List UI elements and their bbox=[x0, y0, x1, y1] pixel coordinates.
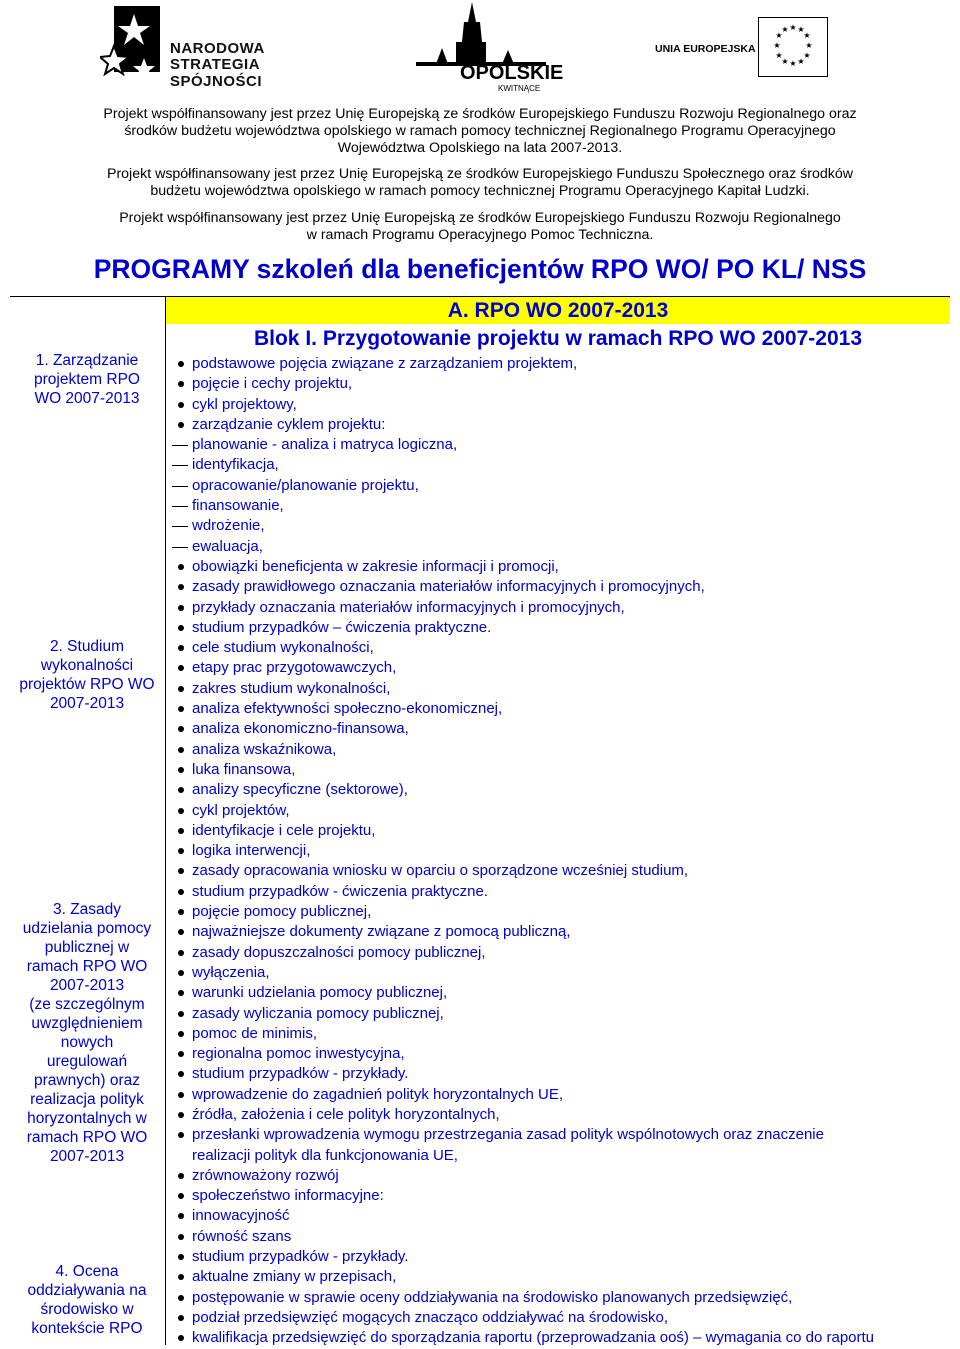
list-item: przykłady oznaczania materiałów informacyjnych i promocyjnych, bbox=[166, 598, 950, 618]
topic-line: realizacja polityk bbox=[30, 1091, 144, 1108]
funding-line: Województwa Opolskiego na lata 2007-2013. bbox=[337, 140, 623, 156]
list-item: luka finansowa, bbox=[166, 760, 950, 780]
list-item: podział przedsięwzięć mogących znacząco oddziaływać na środowisko, bbox=[166, 1308, 950, 1328]
list-item: postępowanie w sprawie oceny oddziaływania na środowisko planowanych przedsięwzięć, bbox=[166, 1288, 950, 1308]
topic-4 bbox=[10, 1262, 164, 1338]
svg-text:★: ★ bbox=[775, 51, 783, 60]
list-item: obowiązki beneficjenta w zakresie informacji i promocji, bbox=[166, 557, 950, 577]
opolskie-logo bbox=[390, 2, 580, 98]
funding-note-erdf bbox=[0, 106, 960, 157]
eu-label: UNIA EUROPEJSKA bbox=[655, 43, 756, 55]
list-item: cykl projektowy, bbox=[166, 395, 950, 415]
topic-line: 3. Zasady bbox=[52, 901, 122, 918]
list-item: zasady opracowania wniosku w oparciu o sporządzone wcześniej studium, bbox=[166, 861, 950, 881]
sub-list-item: ewaluacja, bbox=[166, 537, 950, 557]
list-item: pomoc de minimis, bbox=[166, 1024, 950, 1044]
svg-text:★: ★ bbox=[803, 31, 811, 40]
list-item: wprowadzenie do zagadnień polityk horyzontalnych UE, bbox=[166, 1085, 950, 1105]
narodowa-strategia-logo bbox=[100, 6, 340, 92]
topic-line: (ze szczególnym bbox=[29, 996, 145, 1013]
funding-line: Projekt współfinansowany jest przez Unię Europejską ze środków Europejskiego Funduszu Rozwoju Regionalnego oraz bbox=[103, 106, 857, 122]
topic-line: wykonalności bbox=[40, 657, 134, 674]
list-item: pojęcie pomocy publicznej, bbox=[166, 902, 950, 922]
logo-text-line1: NARODOWA bbox=[170, 40, 265, 57]
svg-text:★: ★ bbox=[797, 25, 805, 34]
topic-line: uregulowań bbox=[46, 1053, 128, 1070]
list-item: zasady prawidłowego oznaczania materiałów informacyjnych i promocyjnych, bbox=[166, 577, 950, 597]
topic-line: uwzględnieniem bbox=[31, 1015, 143, 1032]
topic-line: 2007-2013 bbox=[49, 1148, 125, 1165]
list-item: studium przypadków – ćwiczenia praktyczne. bbox=[166, 618, 950, 638]
sub-list-item: opracowanie/planowanie projektu, bbox=[166, 476, 950, 496]
list-item: najważniejsze dokumenty związane z pomocą publiczną, bbox=[166, 922, 950, 942]
list-item: podstawowe pojęcia związane z zarządzaniem projektem, bbox=[166, 354, 950, 374]
topic-line: ramach RPO WO bbox=[26, 1129, 148, 1146]
logo-bar bbox=[0, 0, 960, 100]
funding-line: Projekt współfinansowany jest przez Unię Europejską ze środków Europejskiego Funduszu Społecznego oraz środków bbox=[106, 166, 854, 182]
list-item: równość szans bbox=[166, 1227, 950, 1247]
topic-1 bbox=[10, 351, 164, 408]
list-item: analiza ekonomiczno-finansowa, bbox=[166, 719, 950, 739]
list-item: analiza wskaźnikowa, bbox=[166, 740, 950, 760]
topic-line: 2007-2013 bbox=[49, 977, 125, 994]
funding-line: w ramach Programu Operacyjnego Pomoc Techniczna. bbox=[306, 227, 654, 243]
funding-note-esf bbox=[0, 166, 960, 200]
svg-text:★: ★ bbox=[797, 57, 805, 66]
svg-text:★: ★ bbox=[789, 59, 797, 68]
eu-flag-icon bbox=[758, 17, 828, 77]
topic-line: WO 2007-2013 bbox=[34, 390, 140, 407]
topic-line: publicznej w bbox=[44, 939, 130, 956]
list-item: społeczeństwo informacyjne: bbox=[166, 1186, 950, 1206]
section-heading: A. RPO WO 2007-2013 bbox=[166, 297, 950, 324]
topic-line: kontekście RPO bbox=[31, 1320, 143, 1337]
svg-text:★: ★ bbox=[773, 41, 781, 50]
logo-subword: KWITNĄCE bbox=[498, 84, 541, 93]
topic-line: projektów RPO WO bbox=[19, 676, 155, 693]
funding-line: Projekt współfinansowany jest przez Unię Europejską ze środków Europejskiego Funduszu Rozwoju Regionalnego bbox=[119, 210, 841, 226]
list-item: etapy prac przygotowawczych, bbox=[166, 658, 950, 678]
logo-text-line2: STRATEGIA SPÓJNOŚCI bbox=[170, 56, 263, 90]
list-item: pojęcie i cechy projektu, bbox=[166, 374, 950, 394]
list-item: identyfikacje i cele projektu, bbox=[166, 821, 950, 841]
topic-item-list bbox=[166, 354, 950, 1349]
list-item: innowacyjność bbox=[166, 1206, 950, 1226]
topic-line: 2007-2013 bbox=[49, 695, 125, 712]
list-item: cykl projektów, bbox=[166, 801, 950, 821]
sub-list-item: planowanie - analiza i matryca logiczna, bbox=[166, 435, 950, 455]
list-item: zasady dopuszczalności pomocy publicznej, bbox=[166, 943, 950, 963]
svg-text:★: ★ bbox=[789, 23, 797, 32]
topic-line: 4. Ocena bbox=[55, 1263, 119, 1280]
sub-list-item: wdrożenie, bbox=[166, 516, 950, 536]
block-heading: Blok I. Przygotowanie projektu w ramach RPO WO 2007-2013 bbox=[253, 327, 862, 350]
svg-text:★: ★ bbox=[803, 51, 811, 60]
list-item: cele studium wykonalności, bbox=[166, 638, 950, 658]
list-item: logika interwencji, bbox=[166, 841, 950, 861]
logo-word: OPOLSKIE bbox=[460, 62, 564, 84]
funding-note-pt bbox=[0, 210, 960, 244]
list-item: warunki udzielania pomocy publicznej, bbox=[166, 983, 950, 1003]
svg-text:★: ★ bbox=[775, 31, 783, 40]
topic-line: środowisko w bbox=[40, 1301, 134, 1318]
sub-list-item: identyfikacja, bbox=[166, 455, 950, 475]
page-title: PROGRAMY szkoleń dla beneficjentów RPO WO/ PO KL/ NSS bbox=[93, 254, 867, 284]
list-item: zrównoważony rozwój bbox=[166, 1166, 950, 1186]
topic-3 bbox=[10, 900, 164, 1166]
list-item: zasady wyliczania pomocy publicznej, bbox=[166, 1004, 950, 1024]
list-item: wyłączenia, bbox=[166, 963, 950, 983]
svg-text:★: ★ bbox=[805, 41, 813, 50]
topic-line: prawnych) oraz bbox=[34, 1072, 140, 1089]
topics-column bbox=[10, 297, 164, 1345]
topic-line: 2. Studium bbox=[49, 638, 125, 655]
list-item: zarządzanie cyklem projektu: bbox=[166, 415, 950, 435]
topic-2 bbox=[10, 637, 164, 713]
sub-list-item: finansowanie, bbox=[166, 496, 950, 516]
funding-line: budżetu województwa opolskiego w ramach pomocy technicznej Programu Operacyjnego Kapitał Ludzki. bbox=[150, 183, 810, 199]
list-item: kwalifikacja przedsięwzięć do sporządzania raportu (przeprowadzania ooś) – wymagania co do raportu bbox=[166, 1328, 950, 1348]
list-item: studium przypadków - przykłady. bbox=[166, 1064, 950, 1084]
list-item: studium przypadków - ćwiczenia praktyczne. bbox=[166, 882, 950, 902]
list-item: zakres studium wykonalności, bbox=[166, 679, 950, 699]
program-table bbox=[10, 296, 950, 1345]
castle-tower-icon bbox=[416, 2, 556, 66]
list-item-continuation: realizacji polityk dla funkcjonowania UE, bbox=[192, 1146, 458, 1164]
topic-line: nowych bbox=[60, 1034, 114, 1051]
svg-text:★: ★ bbox=[781, 25, 789, 34]
list-item: studium przypadków - przykłady. bbox=[166, 1247, 950, 1267]
funding-line: środków budżetu województwa opolskiego w ramach pomocy technicznej Regionalnego Programu Operacyjnego bbox=[124, 123, 836, 139]
list-item: aktualne zmiany w przepisach, bbox=[166, 1267, 950, 1287]
topic-line: udzielania pomocy bbox=[22, 920, 152, 937]
star-mark-icon bbox=[100, 6, 162, 90]
topic-line: ramach RPO WO bbox=[26, 958, 148, 975]
list-item: analizy specyficzne (sektorowe), bbox=[166, 780, 950, 800]
list-item: analiza efektywności społeczno-ekonomicznej, bbox=[166, 699, 950, 719]
svg-text:★: ★ bbox=[781, 57, 789, 66]
topic-line: projektem RPO bbox=[34, 371, 140, 388]
topic-line: horyzontalnych w bbox=[27, 1110, 147, 1127]
topic-line: oddziaływania na bbox=[27, 1282, 147, 1299]
topic-line: 1. Zarządzanie bbox=[35, 352, 139, 369]
list-item: przesłanki wprowadzenia wymogu przestrzegania zasad polityk wspólnotowych oraz znaczenie bbox=[166, 1125, 950, 1145]
list-item: regionalna pomoc inwestycyjna, bbox=[166, 1044, 950, 1064]
list-item: źródła, założenia i cele polityk horyzontalnych, bbox=[166, 1105, 950, 1125]
